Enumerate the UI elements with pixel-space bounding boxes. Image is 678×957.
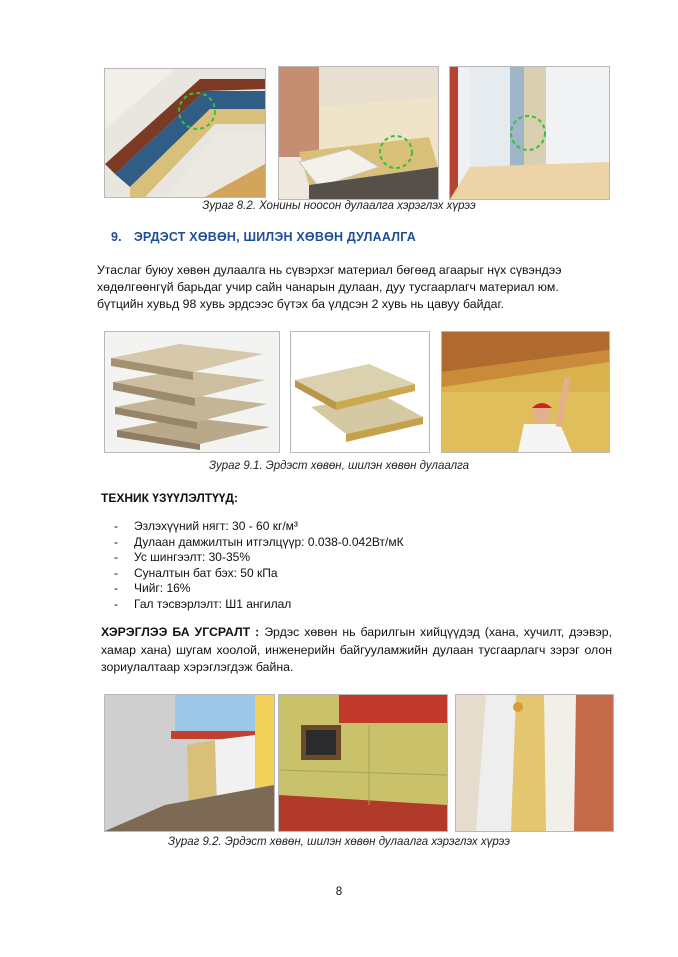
- tech-specs-list: [114, 519, 404, 613]
- intro-line: бүтцийн хувьд 98 хувь эрдсээс бүтэх ба үлдсэн 2 хувь нь цавуу байдаг.: [97, 297, 504, 311]
- figure-9-1-worker-image: [441, 331, 610, 453]
- page-number: 8: [335, 886, 343, 898]
- usage-label: ХЭРЭГЛЭЭ БА УГСРАЛТ :: [101, 625, 260, 639]
- spec-item: - Гал тэсвэрлэлт: Ш1 ангилал: [114, 597, 404, 613]
- figure-9-1-two-slabs-image: [290, 331, 430, 453]
- spec-item: - Эзлэхүүний нягт: 30 - 60 кг/м³: [114, 519, 404, 535]
- intro-paragraph: [97, 262, 617, 313]
- usage-paragraph: [101, 624, 612, 677]
- figure-8-2-roof-image: [104, 68, 266, 198]
- spec-item: - Дулаан дамжилтын итгэлцүүр: 0.038-0.042Вт/мК: [114, 535, 404, 551]
- figure-9-2-layers-image: [455, 694, 614, 832]
- figure-9-1-stacked-boards-image: [104, 331, 280, 453]
- spec-item: - Ус шингээлт: 30-35%: [114, 550, 404, 566]
- figure-8-2-caption: Зураг 8.2. Хонины ноосон дулаалга хэрэглэх хүрээ: [202, 200, 476, 212]
- figure-8-2-floor-image: [278, 66, 439, 200]
- figure-9-2-wool-wall-image: [278, 694, 448, 832]
- section-title: ЭРДЭСТ ХӨВӨН, ШИЛЭН ХӨВӨН ДУЛААЛГА: [133, 230, 416, 244]
- intro-line: Утаслаг буюу хөвөн дулаалга нь сүвэрхэг материал бөгөөд агаарыг нүх сүвэндээ: [97, 263, 562, 277]
- tech-specs-title: ТЕХНИК ҮЗҮҮЛЭЛТҮҮД:: [101, 491, 238, 505]
- spec-item: - Чийг: 16%: [114, 581, 404, 597]
- usage-text: Эрдэс хөвөн нь барилгын хийцүүдэд (хана, хучилт, дээвэр, хамар хана) шугам хоолой, инженерийн байгууламжийн дулаан тусгаарлагч зэрэг олон зориулалтаар хэрэглэгдэж байна.: [101, 625, 613, 674]
- figure-9-2-facade-image: [104, 694, 275, 832]
- figure-9-1-caption: Зураг 9.1. Эрдэст хөвөн, шилэн хөвөн дулаалга: [208, 460, 470, 472]
- intro-line: хөдөлгөөнгүй барьдаг учир сайн чанарын дулаан, дуу тусгаарлагч материал юм.: [97, 280, 559, 294]
- spec-item: - Суналтын бат бэх: 50 кПа: [114, 566, 404, 582]
- section-number: 9.: [111, 230, 122, 244]
- section-heading: [111, 230, 416, 244]
- figure-8-2-wall-image: [449, 66, 610, 200]
- figure-9-2-caption: Зураг 9.2. Эрдэст хөвөн, шилэн хөвөн дулаалга хэрэглэх хүрээ: [168, 836, 510, 848]
